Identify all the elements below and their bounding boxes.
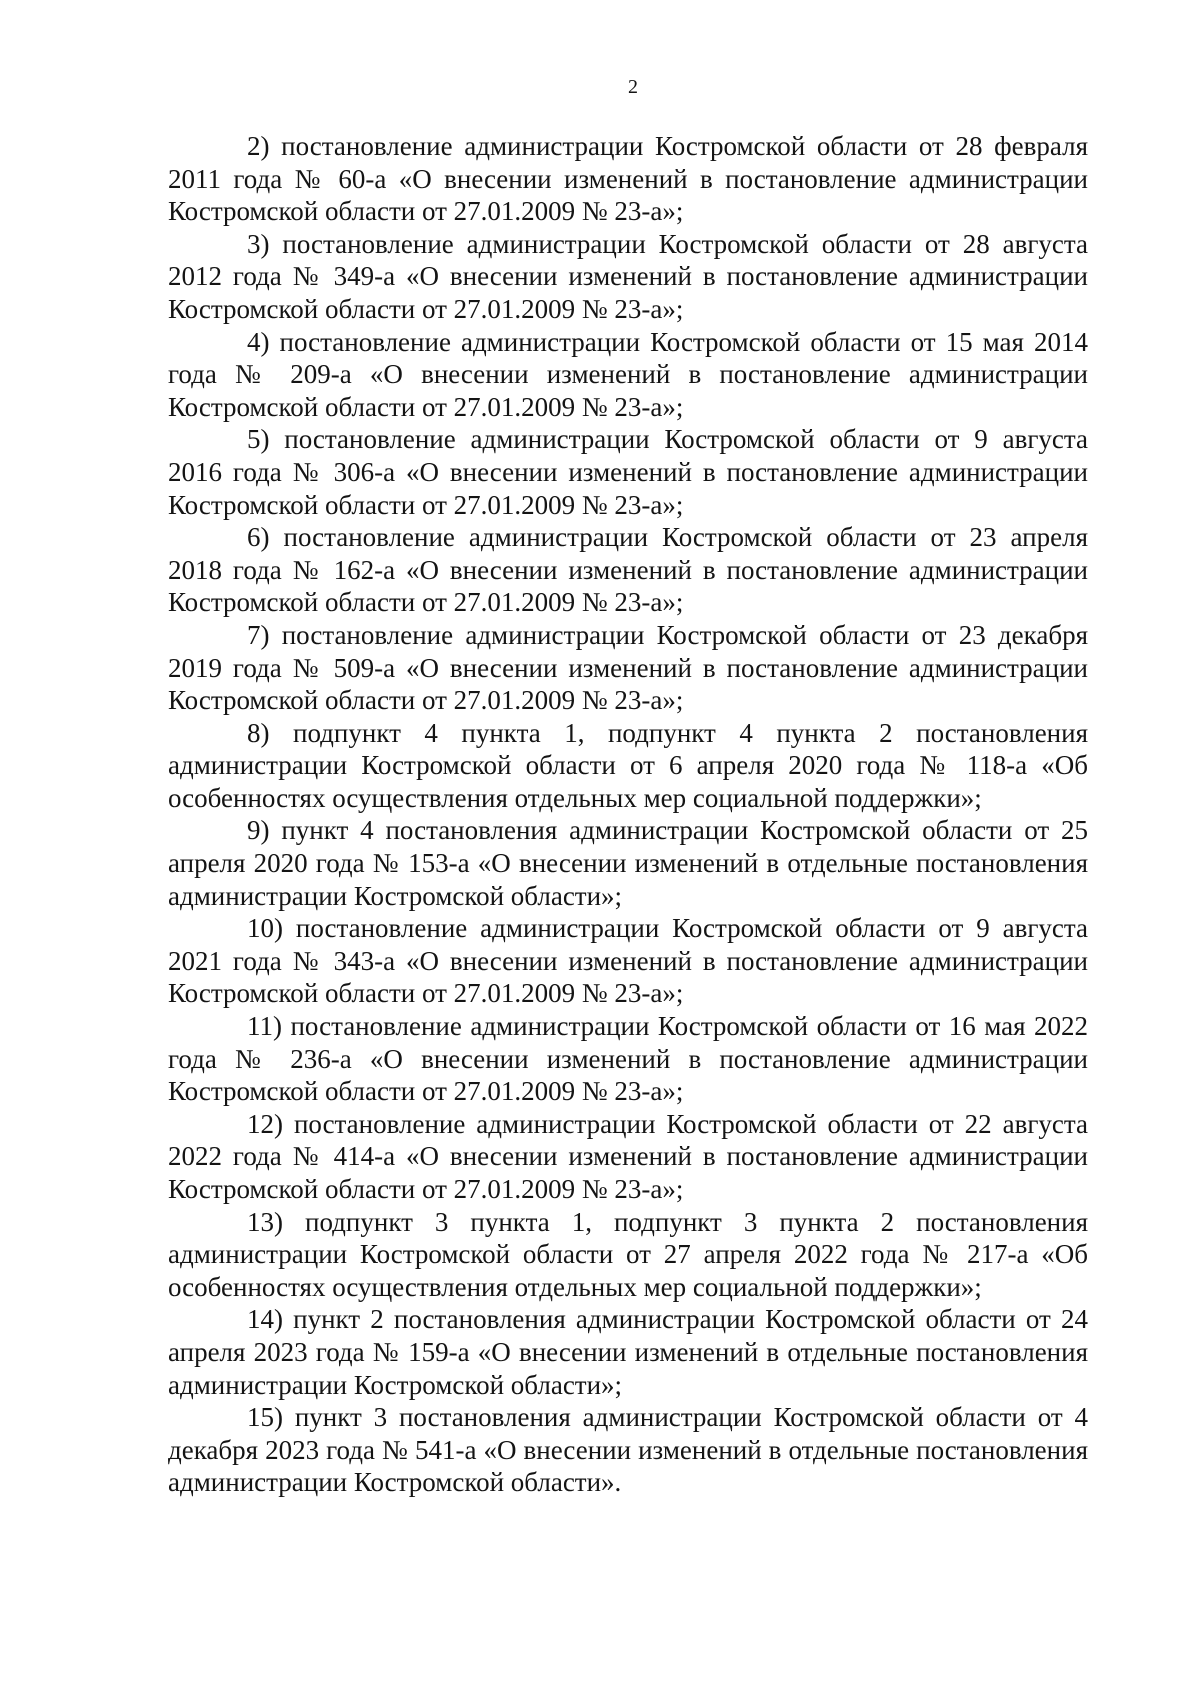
document-body (168, 130, 1088, 1499)
list-item-6: 6) постановление администрации Костромской области от 23 апреля 2018 года № 162-а «О внесении изменений в постановление администрации Костромской области от 27.01.2009 № 23-а»; (168, 522, 1088, 618)
list-item-9: 9) пункт 4 постановления администрации Костромской области от 25 апреля 2020 года № 153-а «О внесении изменений в отдельные постановления администрации Костромской области»; (168, 815, 1088, 911)
list-item-7: 7) постановление администрации Костромской области от 23 декабря 2019 года № 509-а «О внесении изменений в постановление администрации Костромской области от 27.01.2009 № 23-а»; (168, 619, 1088, 716)
list-item-8: 8) подпункт 4 пункта 1, подпункт 4 пункта 2 постановления администрации Костромской области от 6 апреля 2020 года № 118-а «Об особенностях осуществления отдельных мер социальной поддержки»; (168, 717, 1088, 813)
list-item-2: 2) постановление администрации Костромской области от 28 февраля 2011 года № 60-а «О внесении изменений в постановление администрации Костромской области от 27.01.2009 № 23-а»; (168, 131, 1088, 227)
list-item-3: 3) постановление администрации Костромской области от 28 августа 2012 года № 349-а «О внесении изменений в постановление администрации Костромской области от 27.01.2009 № 23-а»; (168, 228, 1088, 324)
page-number: 2 (628, 76, 638, 98)
list-item-15: 15) пункт 3 постановления администрации Костромской области от 4 декабря 2023 года № 541-а «О внесении изменений в отдельные постановления администрации Костромской области». (168, 1402, 1088, 1498)
list-item-12: 12) постановление администрации Костромской области от 22 августа 2022 года № 414-а «О внесении изменений в постановление администрации Костромской области от 27.01.2009 № 23-а»; (168, 1108, 1088, 1204)
list-item-13: 13) подпункт 3 пункта 1, подпункт 3 пункта 2 постановления администрации Костромской области от 27 апреля 2022 года № 217-а «Об особенностях осуществления отдельных мер социальной поддержки»; (168, 1206, 1088, 1302)
list-item-11: 11) постановление администрации Костромской области от 16 мая 2022 года № 236-а «О внесении изменений в постановление администрации Костромской области от 27.01.2009 № 23-а»; (168, 1011, 1088, 1107)
list-item-4: 4) постановление администрации Костромской области от 15 мая 2014 года № 209-а «О внесении изменений в постановление администрации Костромской области от 27.01.2009 № 23-а»; (168, 326, 1088, 422)
list-item-10: 10) постановление администрации Костромской области от 9 августа 2021 года № 343-а «О внесении изменений в постановление администрации Костромской области от 27.01.2009 № 23-а»; (168, 913, 1088, 1009)
list-item-14: 14) пункт 2 постановления администрации Костромской области от 24 апреля 2023 года № 159-а «О внесении изменений в отдельные постановления администрации Костромской области»; (168, 1304, 1088, 1400)
list-item-5: 5) постановление администрации Костромской области от 9 августа 2016 года № 306-а «О внесении изменений в постановление администрации Костромской области от 27.01.2009 № 23-а»; (168, 424, 1088, 520)
